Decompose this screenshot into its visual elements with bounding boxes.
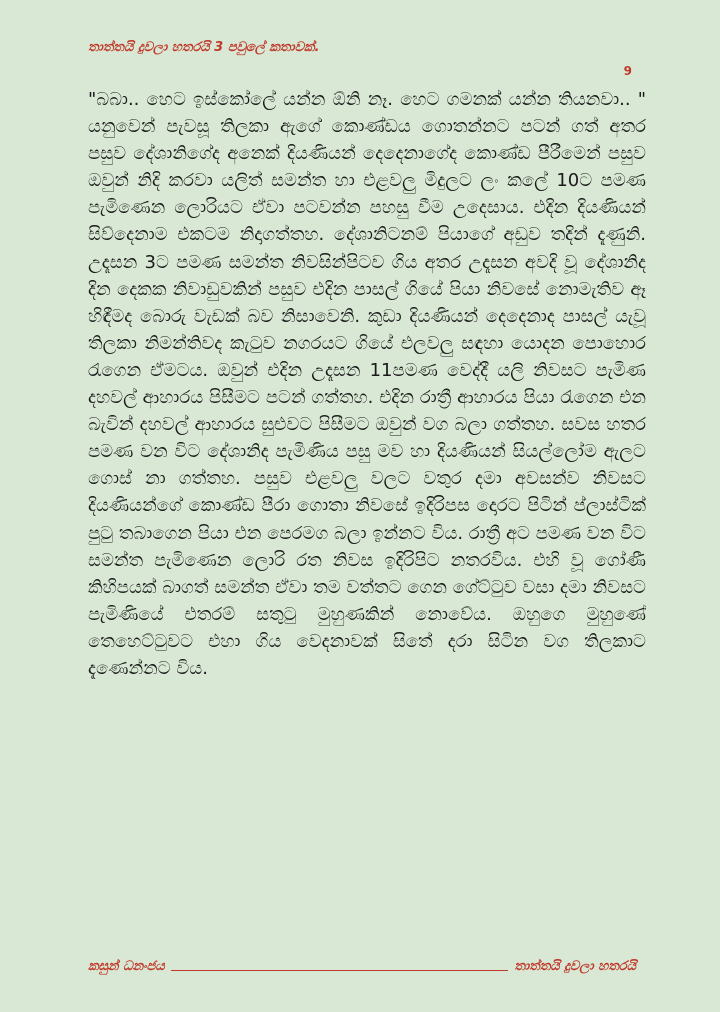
footer-author: කසුන් ධනංජය	[88, 959, 165, 974]
book-title-header: තාත්තයි දුවලා හතරයි 3 පවුලේ කතාවක්.	[88, 40, 320, 55]
footer-divider-line	[171, 970, 509, 971]
page-number: 9	[623, 64, 632, 78]
page-footer	[88, 959, 636, 974]
footer-series-title: තාත්තයි දුවලා හතරයි	[514, 959, 636, 974]
story-paragraph: "බබා.. හෙට ඉස්කෝලේ යන්න ඕනි නෑ. හෙට ගමනක් යන්න තියනවා.. " යනුවෙන් පැවසූ තිලකා ඇගේ කොණ්ඩය ගොතන්නට පටන් ගත් අතර පසුව දේශානිගේද අනෙක් දියණියන් දෙදෙනාගේද කොණ්ඩ පීරීමෙන් පසුව ඔවුන් නිදි කරවා යලිත් සමන්ත හා එළවලු මිදුලට ලං කලේ 10ට පමණ පැමිණෙන ලොරියට ඒවා පටවන්න පහසු වීම උදෙසාය. එදින දියණියන් සිව්දෙනාම එකටම නිදාගත්තහ. දේශානිටනම් පියාගේ අඩුව තදින් දැණුනි. උදෑසන 3ට පමණ සමන්ත නිවසින්පිටව ගිය අතර උදෑසන අවදි වූ දේශානිද දින දෙකක නිවාඩුවකින් පසුව එදින පාසල් ගියේ පියා නිවසේ නොමැතිව ඈ හිඳීමද බොරු වැඩක් බව නිසාවෙනි. කුඩා දියණියන් දෙදෙනාද පාසල් යැවූ තිලකා නිමන්තිවද කැටුව නගරයට ගියේ එලවලු සඳහා යොදන පොහොර රැගෙන ඒමටය. ඔවුන් එදින උදෑසන 11පමණ වෙද්දී යලි නිවසට පැමිණ දහවල් ආහාරය පිසීමට පටන් ගත්තහ. එදින රාත්‍රී ආහාරය පියා රැගෙන එන බැවින් දහවල් ආහාරය සුළුවට පිසීමට ඔවුන් වග බලා ගත්තහ. සවස හතර පමණ වන විට දේශානිද පැමිණිය පසු මව හා දියණියන් සියල්ලෝම ඇලට ගොස් නා ගත්තහ. පසුව එළවලු වලට වතුර දමා අවසන්ව නිවසට දියණියන්ගේ කොණ්ඩ පීරා ගොතා නිවසේ ඉදිරිපස දොරට පිටින් ප්ලාස්ටික් පුටු තබාගෙන පියා එන පෙරමග බලා ඉන්නට විය. රාත්‍රී අට පමණ වන විට සමන්ත පැමිණෙන ලොරි රත නිවස ඉදිරිපිට නතරවිය. එහි වූ ගෝණී කිහිපයක් බාගත් සමන්ත ඒවා තම වත්තට ගෙන ගේට්ටුව වසා දමා නිවසට පැමිණියේ එතරම් සතුටු මුහුණකින් නොවේය. ඔහුගෙ මුහුණේ තෙහෙට්ටුවට එහා ගිය වෙදනාවක් සිතේ දරා සිටින වග තිලකාට දැණෙන්නට විය.	[88, 89, 646, 679]
